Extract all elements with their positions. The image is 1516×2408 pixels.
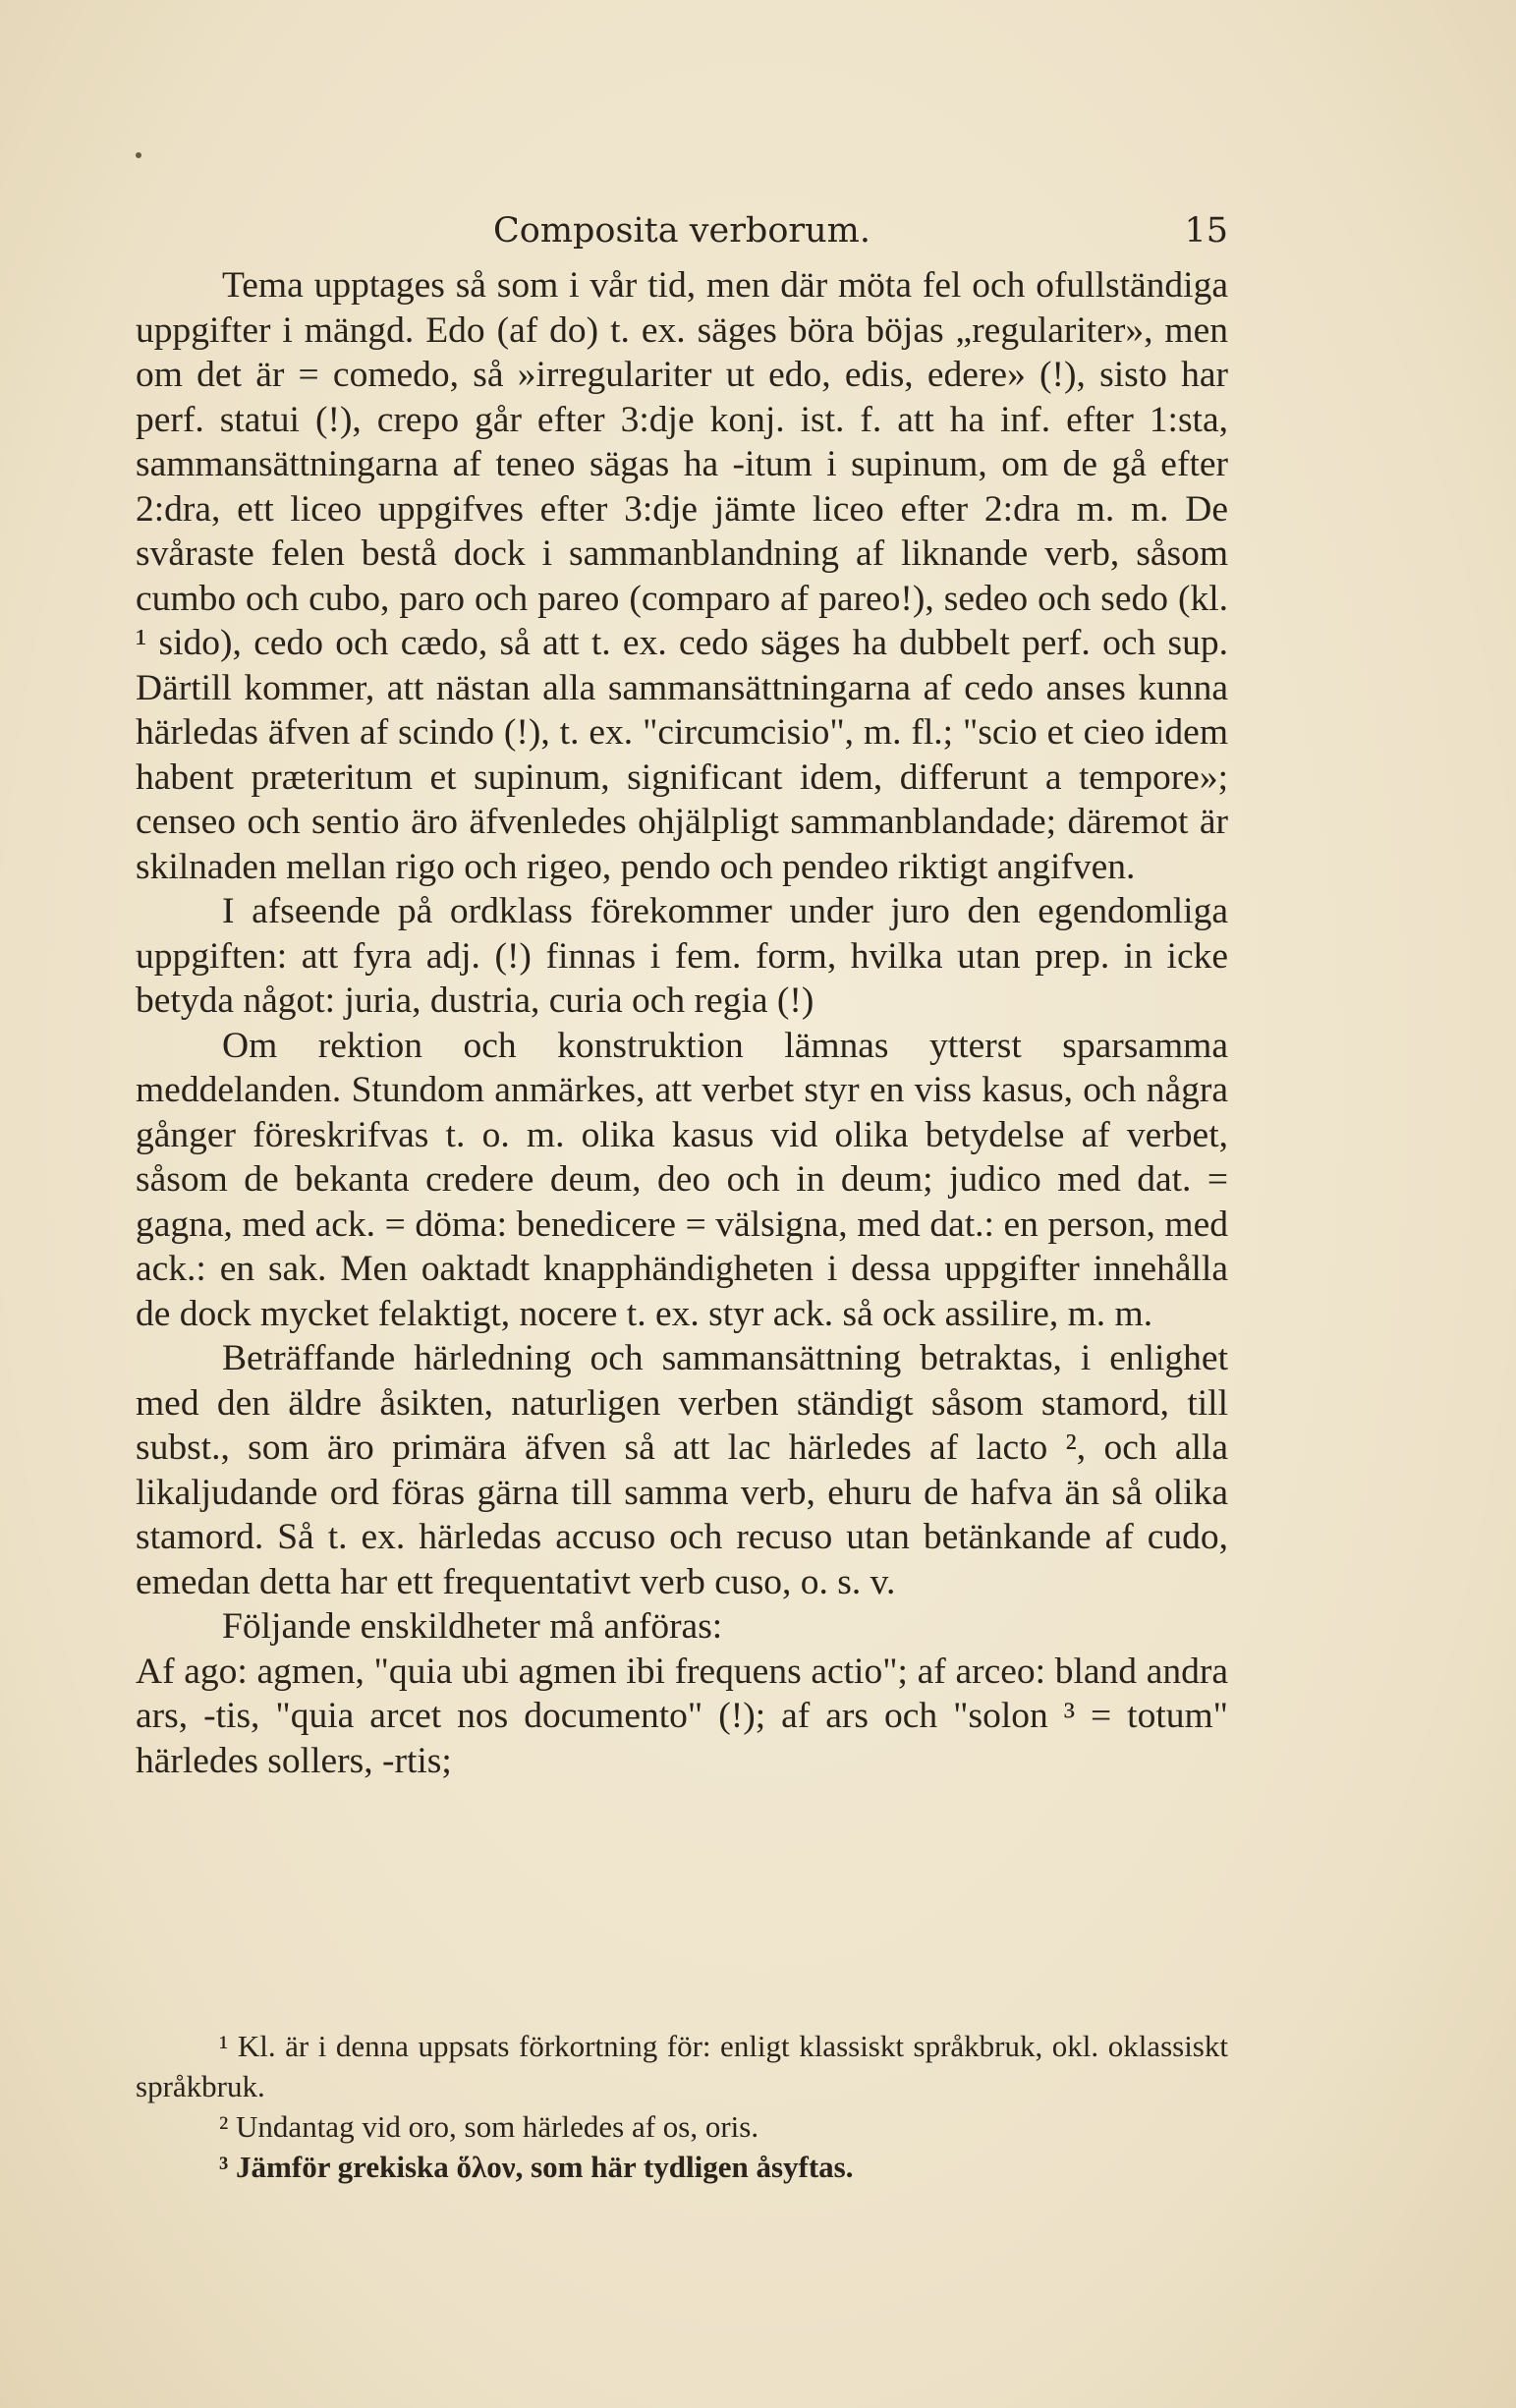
paragraph-rektion: Om rektion och konstruktion lämnas ytterst sparsamma meddelanden. Stundom anmärkes, att verbet styr en viss kasus, och några gånger föreskrifvas t. o. m. olika kasus vid olika betydelse af verbet, såsom de bekanta credere deum, deo och in deum; judico med dat. = gagna, med ack. = döma: benedicere = välsigna, med dat.: en person, med ack.: en sak. Men oaktadt knapphändigheten i dessa uppgifter innehålla de dock mycket felaktigt, nocere t. ex. styr ack. så ock assilire, m. m. — [136, 1025, 1228, 1334]
paragraph-examples: Af ago: agmen, "quia ubi agmen ibi frequens actio"; af arceo: bland andra ars, -tis, "quia arcet nos documento" (!); af ars och "solon ³ = totum" härledes sollers, -rtis; — [136, 1651, 1228, 1781]
paragraph-harledning: Beträffande härledning och sammansättning betraktas, i enlighet med den äldre åsikten, naturligen verben ständigt såsom stamord, till subst., som äro primära äfven så att lac härledes af lacto ², och alla likaljudande ord föras gärna till samma verb, ehuru de hafva än så olika stamord. Så t. ex. härledas accuso och recuso utan betänkande af cudo, emedan detta har ett frequentativt verb cuso, o. s. v. — [136, 1338, 1228, 1602]
footnote-1: ¹ Kl. är i denna uppsats förkortning för: enligt klassiskt språkbruk, okl. oklassiskt språkbruk. — [136, 2029, 1228, 2103]
footnote-2: ² Undantag vid oro, som härledes af os, oris. — [219, 2109, 759, 2144]
footnotes — [136, 2026, 1228, 2187]
paragraph-ordklass: I afseende på ordklass förekommer under juro den egendomliga uppgiften: att fyra adj. (!) finnas i fem. form, hvilka utan prep. in icke betyda något: juria, dustria, curia och regia (!) — [136, 891, 1228, 1021]
running-header — [136, 211, 1228, 260]
page-number: 15 — [1184, 211, 1228, 251]
paragraph-foljande: Följande enskildheter må anföras: — [222, 1606, 723, 1647]
paragraph-tema: Tema upptages så som i vår tid, men där möta fel och ofullständiga uppgifter i mängd. Edo (af do) t. ex. säges böra böjas „regulariter», men om det är = comedo, så »irregulariter ut edo, edis, edere» (!), sisto har perf. statui (!), crepo går efter 3:dje konj. ist. f. att ha inf. efter 1:sta, sammansättningarna af teneo sägas ha -itum i supinum, om de gå efter 2:dra, ett liceo uppgifves efter 3:dje jämte liceo efter 2:dra m. m. De svåraste felen bestå dock i sammanblandning af liknande verb, såsom cumbo och cubo, paro och pareo (comparo af pareo!), sedeo och sedo (kl. ¹ sido), cedo och cædo, så att t. ex. cedo säges ha dubbelt perf. och sup. Därtill kommer, att nästan alla sammansättningarna af cedo anses kunna härledas äfven af scindo (!), t. ex. "circumcisio", m. fl.; "scio et cieo idem habent præteritum et supinum, significant idem, differunt a tempore»; censeo och sentio äro äfvenledes ohjälpligt sammanblandade; däremot är skilnaden mellan rigo och rigeo, pendo och pendeo riktigt angifven. — [136, 265, 1228, 887]
paper-speck — [136, 152, 141, 158]
footnote-3: ³ Jämför grekiska ὅλον, som här tydligen åsyftas. — [219, 2150, 854, 2184]
main-text — [136, 263, 1228, 1783]
running-title: Composita verborum. — [492, 211, 870, 251]
